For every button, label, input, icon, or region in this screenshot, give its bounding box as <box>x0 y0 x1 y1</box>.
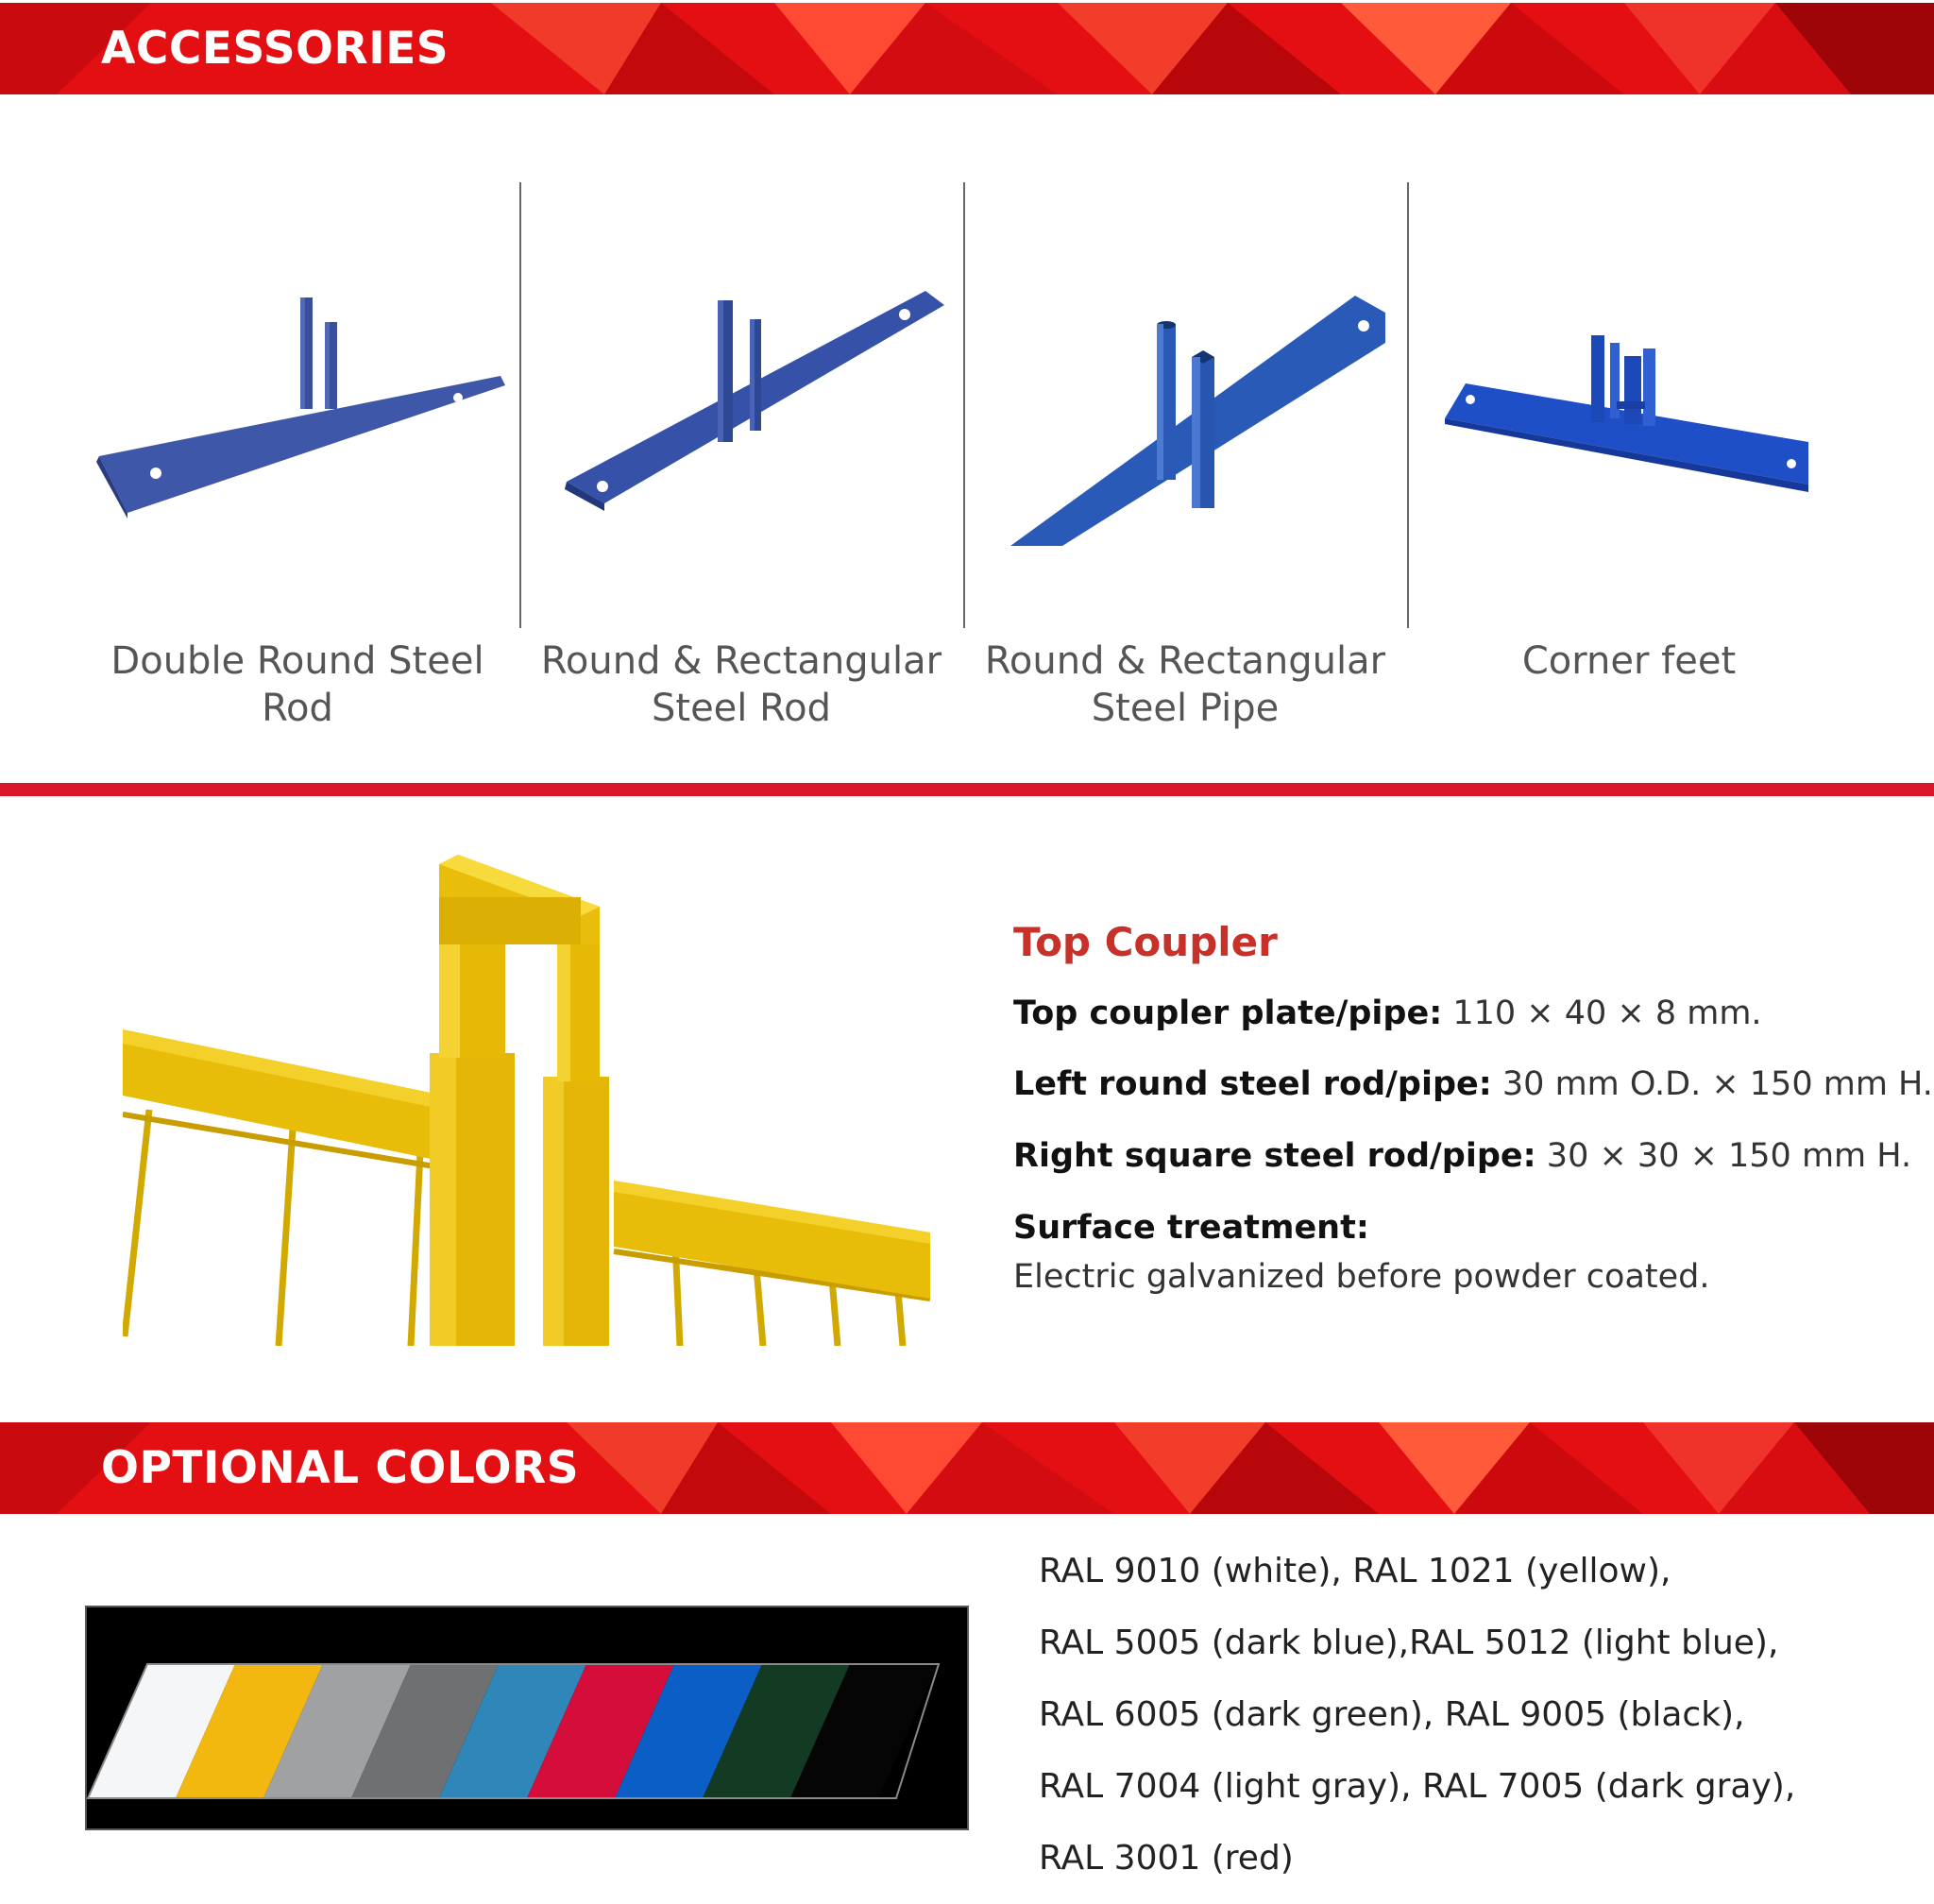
top-coupler-image <box>123 855 930 1346</box>
accessory-label-4: Corner feet <box>1521 639 1737 683</box>
accessory-divider <box>963 182 965 628</box>
color-swatch-panel <box>85 1606 969 1830</box>
accessory-label-2: Round & Rectangular Steel Rod <box>540 639 942 730</box>
ral-line-4: RAL 7004 (light gray), RAL 7005 (dark gray), <box>1039 1767 1796 1806</box>
spec-plate: Top coupler plate/pipe: 110 × 40 × 8 mm. <box>1013 994 1762 1032</box>
optional-colors-banner <box>0 1422 1934 1514</box>
accessory-divider <box>1407 182 1409 628</box>
ral-line-2: RAL 5005 (dark blue),RAL 5012 (light blue), <box>1039 1624 1779 1662</box>
accessory-label-1: Double Round Steel Rod <box>110 639 484 730</box>
accessory-label-3: Round & Rectangular Steel Pipe <box>984 639 1386 730</box>
ral-line-5: RAL 3001 (red) <box>1039 1839 1294 1878</box>
spec-right-rod: Right square steel rod/pipe: 30 × 30 × 150 mm H. <box>1013 1137 1912 1175</box>
spec-surface-value: Electric galvanized before powder coated. <box>1013 1258 1710 1296</box>
accessory-divider <box>519 182 521 628</box>
accessories-heading: ACCESSORIES <box>101 23 450 75</box>
ral-line-3: RAL 6005 (dark green), RAL 9005 (black), <box>1039 1695 1745 1734</box>
optional-colors-heading: OPTIONAL COLORS <box>101 1442 580 1494</box>
top-coupler-title: Top Coupler <box>1013 919 1278 965</box>
spec-left-rod: Left round steel rod/pipe: 30 mm O.D. × 150 mm H. <box>1013 1065 1933 1103</box>
round-rectangular-steel-pipe-image <box>973 182 1398 628</box>
accessories-banner <box>0 3 1934 94</box>
spec-surface-label: Surface treatment: <box>1013 1209 1369 1247</box>
double-round-steel-rod-image <box>85 182 510 628</box>
round-rectangular-steel-rod-image <box>529 182 954 628</box>
section-divider <box>0 783 1934 796</box>
ral-line-1: RAL 9010 (white), RAL 1021 (yellow), <box>1039 1552 1671 1590</box>
corner-feet-image <box>1417 182 1841 628</box>
